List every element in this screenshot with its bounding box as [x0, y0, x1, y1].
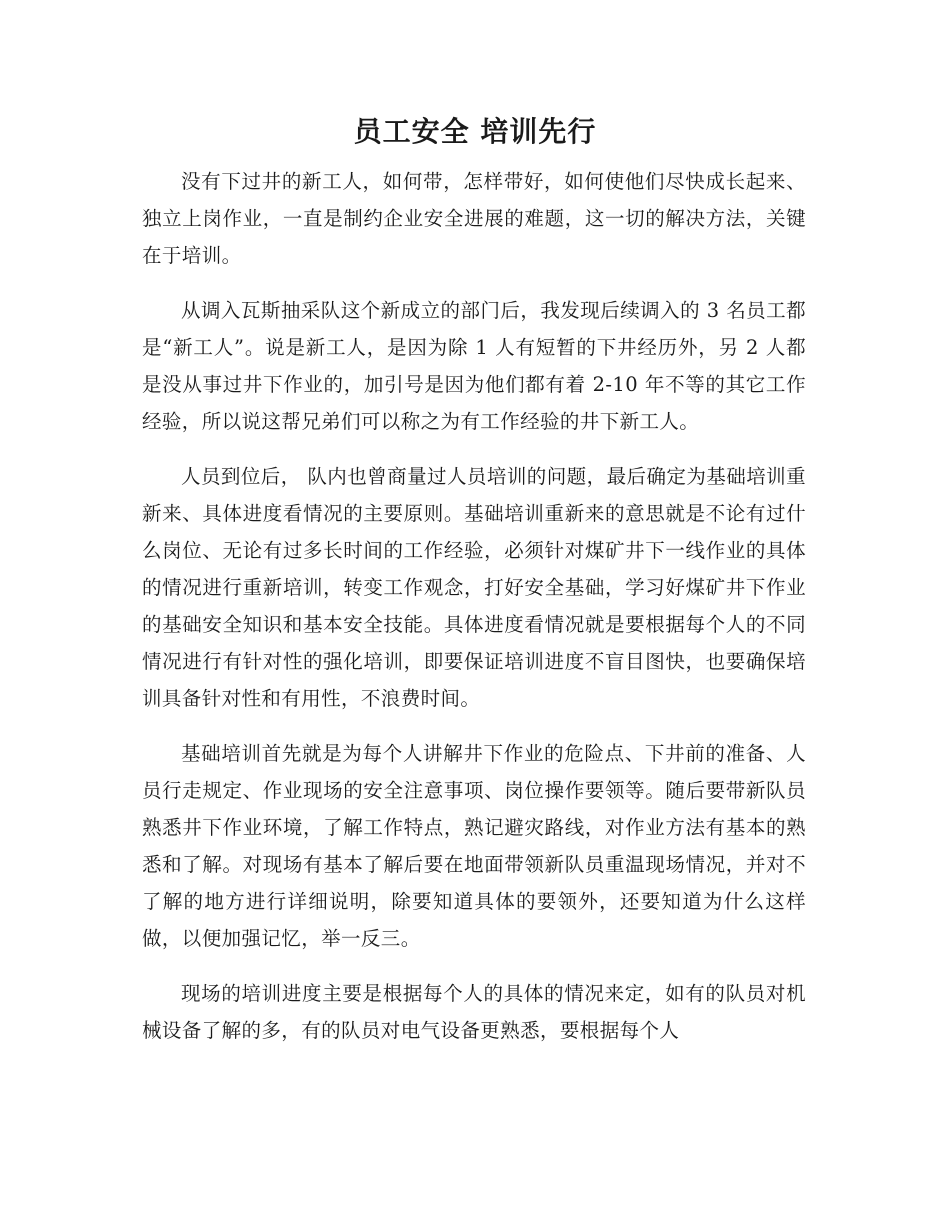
paragraph-1: 没有下过井的新工人，如何带，怎样带好，如何使他们尽快成长起来、独立上岗作业，一直是制约企业安全进展的难题，这一切的解决方法，关键在于培训。 — [142, 170, 806, 267]
paragraph-2: 从调入瓦斯抽采队这个新成立的部门后，我发现后续调入的 3 名员工都是“新工人”。说是新工人，是因为除 1 人有短暂的下井经历外，另 2 人都是没从事过井下作业的，加引号是因为他们都有着 2-10 年不等的其它工作经验，所以说这帮兄弟们可以称之为有工作经验的井下新工人。 — [142, 299, 806, 433]
paragraph-3: 人员到位后， 队内也曾商量过人员培训的问题，最后确定为基础培训重新来、具体进度看情况的主要原则。基础培训重新来的意思就是不论有过什么岗位、无论有过多长时间的工作经验，必须针对煤矿井下一线作业的具体的情况进行重新培训，转变工作观念，打好安全基础，学习好煤矿井下作业的基础安全知识和基本安全技能。具体进度看情况就是要根据每个人的不同情况进行有针对性的强化培训，即要保证培训进度不盲目图快，也要确保培训具备针对性和有用性，不浪费时间。 — [142, 465, 806, 710]
paragraph-4: 基础培训首先就是为每个人讲解井下作业的危险点、下井前的准备、人员行走规定、作业现场的安全注意事项、岗位操作要领等。随后要带新队员熟悉井下作业环境，了解工作特点，熟记避灾路线，对作业方法有基本的熟悉和了解。对现场有基本了解后要在地面带领新队员重温现场情况，并对不了解的地方进行详细说明，除要知道具体的要领外，还要知道为什么这样做，以便加强记忆，举一反三。 — [142, 742, 806, 950]
document-body — [142, 163, 806, 1067]
paragraph-5: 现场的培训进度主要是根据每个人的具体的情况来定，如有的队员对机械设备了解的多，有的队员对电气设备更熟悉，要根据每个人 — [142, 982, 806, 1042]
document-title: 员工安全 培训先行 — [353, 115, 597, 148]
